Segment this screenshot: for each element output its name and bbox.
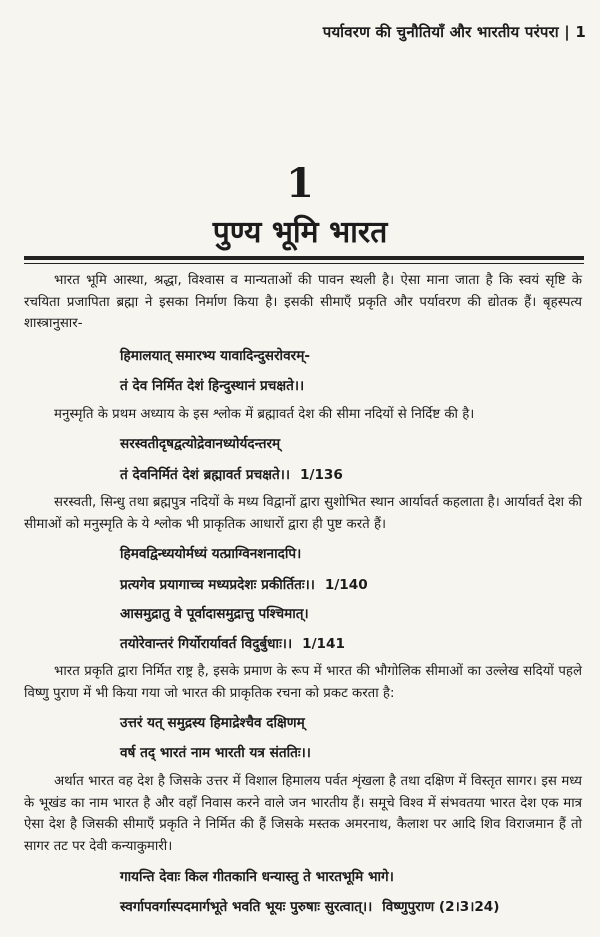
paragraph-manusmriti: मनुस्मृति के प्रथम अध्याय के इस श्लोक में ब्रह्मावर्त देश की सीमा नदियों से निर्दिष्ट की है।: [54, 407, 475, 422]
verse-line: हिमालयात् समारभ्य यावादिन्दुसरोवरम्-: [120, 348, 310, 364]
verse-line: [120, 465, 582, 485]
title-rule-thin: [24, 263, 584, 264]
verse-line: हिमवद्विन्ध्ययोर्मध्यं यत्प्राग्विनशनादपि।: [120, 546, 302, 562]
verse-text: स्वर्गापवर्गास्पदमार्गभूते भवति भूयः पुरुषाः सुरत्वात्।।: [120, 899, 373, 915]
chapter-number: 1: [286, 160, 314, 207]
verse-reference: 1/136: [300, 467, 343, 483]
verse-text: प्रत्यगेव प्रयागाच्च मध्यप्रदेशः प्रकीर्तितः।।: [120, 577, 315, 593]
running-header: पर्यावरण की चुनौतियाँ और भारतीय परंपरा | 1: [322, 23, 586, 41]
verse-line: [120, 634, 582, 654]
verse-reference: 1/140: [324, 577, 368, 593]
paragraph-meaning: अर्थात भारत वह देश है जिसके उत्तर में विशाल हिमालय पर्वत शृंखला है तथा दक्षिण में विस्तृत सागर। इस मध्य के भूखंड का नाम भारत है और वहाँ निवास करने वाले जन भारतीय हैं। समूचे विश्व में संभवतया भारत देश एक मात्र ऐसा देश है जिसकी सीमाएँ प्रकृति ने निर्मित की हैं जिसके मस्तक अमरनाथ, कैलाश पर आदि शिव विराजमान हैं तो सागर तट पर देवी कन्याकुमारी।: [24, 774, 582, 854]
verse-line: गायन्ति देवाः किल गीतकानि धन्यास्तु ते भारतभूमि भागे।: [120, 869, 394, 885]
verse-line: [120, 575, 582, 595]
verse-line: उत्तरं यत् समुद्रस्य हिमाद्रेश्चैव दक्षिणम्: [120, 715, 305, 731]
paragraph-vishnu-purana: भारत प्रकृति द्वारा निर्मित राष्ट्र है, इसके प्रमाण के रूप में भारत की भौगोलिक सीमाओं का उल्लेख सदियों पहले विष्णु पुराण में भी किया गया जो भारत की प्राकृतिक रचना को प्रकट करता है:: [24, 664, 582, 701]
verse-reference: 1/141: [302, 636, 345, 652]
chapter-title: पुण्य भूमि भारत: [212, 215, 388, 250]
verse-text: तं देवनिर्मितं देशं ब्रह्मावर्त प्रचक्षते।।: [120, 467, 291, 483]
title-rule-thick: [24, 256, 584, 260]
verse-line: [120, 897, 582, 917]
paragraph-intro: भारत भूमि आस्था, श्रद्धा, विश्वास व मान्यताओं की पावन स्थली है। ऐसा माना जाता है कि स्वयं सृष्टि के रचयिता प्रजापिता ब्रह्मा ने इसका निर्माण किया है। इसकी सीमाएँ प्रकृति और पर्यावरण की द्योतक हैं। बृहस्पत्य शास्त्रानुसार-: [24, 273, 582, 331]
verse-text: तयोरेवान्तरं गिर्योरार्यावर्त विदुर्बुधाः।।: [120, 636, 293, 652]
verse-line: वर्ष तद् भारतं नाम भारती यत्र संततिः।।: [120, 745, 311, 761]
paragraph-aryavarta: सरस्वती, सिन्धु तथा ब्रह्मपुत्र नदियों के मध्य विद्वानों द्वारा सुशोभित स्थान आर्यावर्त कहलाता है। आर्यावर्त देश की सीमाओं को मनुस्मृति के ये श्लोक भी प्राकृतिक आधारों द्वारा ही पुष्ट करते हैं।: [24, 495, 582, 532]
verse-line: तं देव निर्मित देशं हिन्दुस्थानं प्रचक्षते।।: [120, 378, 305, 394]
verse-line: सरस्वतीदृषद्वत्योद्रेवानध्योर्यदन्तरम्: [120, 436, 281, 452]
verse-line: आसमुद्रातु वे पूर्वादासमुद्रात्तु पश्चिमात्।: [120, 606, 309, 622]
verse-reference: विष्णुपुराण (2।3।24): [382, 899, 500, 915]
